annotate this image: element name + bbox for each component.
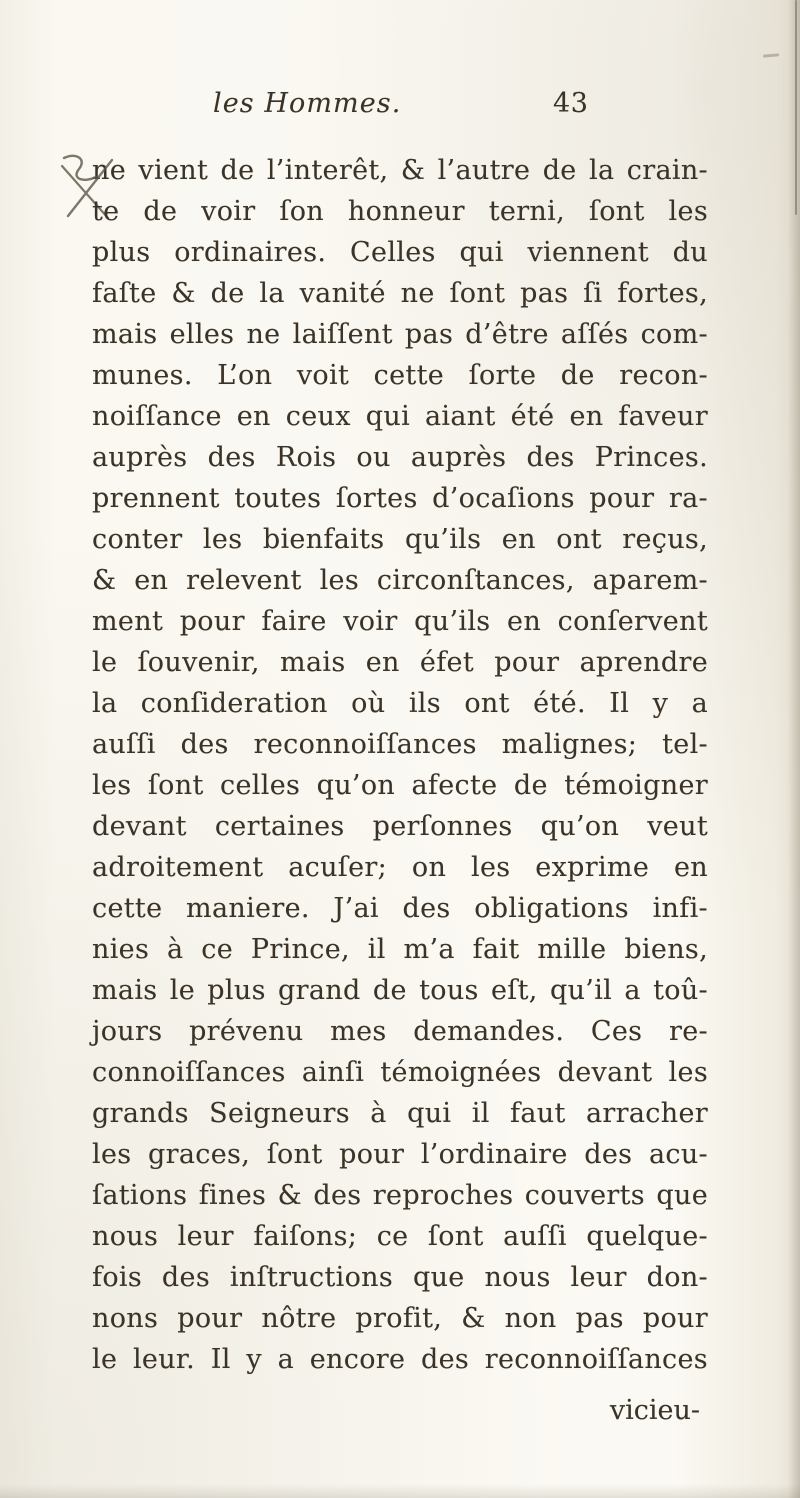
text-line: le ſouvenir, mais en éfet pour aprendre — [92, 647, 708, 678]
catchword: vicieu- — [609, 1395, 700, 1426]
scan-mark-artifact — [763, 53, 779, 57]
page-header — [92, 88, 708, 150]
text-line: la conſideration où ils ont été. Il y a — [92, 688, 708, 719]
running-title: les Hommes. — [213, 88, 402, 119]
text-line: & en relevent les circonſtances, aparem- — [92, 565, 708, 596]
text-line: les ſont celles qu’on afecte de témoigner — [92, 770, 708, 801]
text-line: adroitement acuſer; on les exprime en — [92, 852, 708, 883]
body-text — [92, 150, 708, 1380]
text-line: faſte & de la vanité ne ſont pas ſi fortes, — [92, 278, 708, 309]
text-line: jours prévenu mes demandes. Ces re- — [92, 1016, 708, 1047]
text-line: les graces, ſont pour l’ordinaire des acu- — [92, 1139, 708, 1170]
text-line: grands Seigneurs à qui il faut arracher — [92, 1098, 708, 1129]
text-line: nies à ce Prince, il m’a fait mille biens, — [92, 934, 708, 965]
text-block — [92, 88, 708, 1431]
page-bottom-shadow — [0, 1484, 800, 1498]
text-line: auſſi des reconnoiſſances malignes; tel- — [92, 729, 708, 760]
text-line: prennent toutes ſortes d’ocaſions pour ra- — [92, 483, 708, 514]
text-line: conter les bienfaits qu’ils en ont reçus, — [92, 524, 708, 555]
text-line: munes. L’on voit cette ſorte de recon- — [92, 360, 708, 391]
catchword-row — [92, 1390, 708, 1431]
text-line: mais le plus grand de tous eſt, qu’il a toû- — [92, 975, 708, 1006]
text-line: nons pour nôtre profit, & non pas pour — [92, 1303, 708, 1334]
page-edge-shadow — [788, 0, 800, 1498]
text-line: ſations fines & des reproches couverts que — [92, 1180, 708, 1211]
text-line: noiſſance en ceux qui aiant été en faveur — [92, 401, 708, 432]
scan-edge-artifact — [795, 0, 797, 215]
text-line: auprès des Rois ou auprès des Princes. — [92, 442, 708, 473]
text-line-content: ne vient de l’interêt, & l’autre de la crain- — [92, 155, 708, 186]
text-line: plus ordinaires. Celles qui viennent du — [92, 237, 708, 268]
page-number: 43 — [553, 88, 589, 119]
text-line: cette maniere. J’ai des obligations infi- — [92, 893, 708, 924]
text-line: devant certaines perſonnes qu’on veut — [92, 811, 708, 842]
text-line: ment pour faire voir qu’ils en conſervent — [92, 606, 708, 637]
text-line — [92, 150, 708, 191]
text-line: fois des inſtructions que nous leur don- — [92, 1262, 708, 1293]
text-line: nous leur faiſons; ce ſont auſſi quelque- — [92, 1221, 708, 1252]
text-line: connoiſſances ainſi témoignées devant les — [92, 1057, 708, 1088]
text-line: mais elles ne laiſſent pas d’être aſſés com- — [92, 319, 708, 350]
text-line: le leur. Il y a encore des reconnoiſſances — [92, 1344, 708, 1375]
text-line: te de voir ſon honneur terni, ſont les — [92, 196, 708, 227]
